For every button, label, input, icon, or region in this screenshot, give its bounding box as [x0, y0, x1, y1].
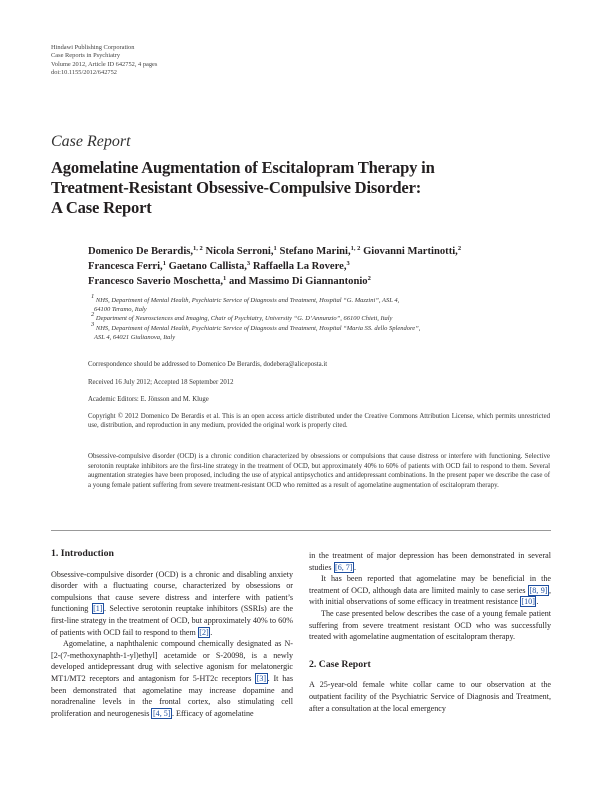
left-column — [51, 548, 293, 719]
paragraph: in the treatment of major depression has been demonstrated in several studies [6, 7] . — [309, 551, 551, 572]
section-heading: 2. Case Report — [309, 658, 371, 670]
author: Francesca Ferri, — [88, 261, 163, 272]
article-type: Case Report — [51, 133, 131, 150]
affiliation: $^2$ Department of Neurosciences and Imaging, Chair of Psychiatry, University “G. D’Annunzio”, 66100 Chieti, Italy — [91, 311, 393, 323]
title-line: A Case Report — [51, 198, 152, 217]
affiliations — [88, 293, 558, 342]
journal-name: Case Reports in Psychiatry — [51, 52, 121, 60]
publisher: Hindawi Publishing Corporation — [51, 44, 135, 51]
paragraph: A 25-year-old female white collar came to our observation at the outpatient facility of the Psychiatric Service of Diagnosis and Treatment, after a consultation at the local emergency — [309, 680, 551, 713]
citation-link[interactable]: [6, 7] — [335, 562, 353, 572]
title-line: Agomelatine Augmentation of Escitalopram Therapy in — [51, 158, 435, 177]
title-line: Treatment-Resistant Obsessive-Compulsive Disorder: — [51, 178, 422, 197]
copyright-notice: Copyright © 2012 Domenico De Berardis et al. This is an open access article distributed under the Creative Commons Attribution License, which permits unrestricted use, distribution, and reproduction in any medium, provided the original work is properly cited. — [88, 413, 550, 430]
citation-link[interactable]: [4, 5] — [152, 708, 171, 718]
author: and Massimo Di Giannantonio — [228, 276, 368, 287]
academic-editors: Academic Editors: E. Jönsson and M. Kluge — [88, 396, 209, 403]
paragraph: The case presented below describes the case of a young female patient suffering from severe treatment resistant OCD who was successfully treated with agomelatine augmentation of escitalopram therapy. — [309, 608, 551, 642]
paragraph: It has been reported that agomelatine may be beneficial in the treatment of OCD, although data are limited mainly to case series [8, 9] , with initial observations of some efficacy in treatment resistance [10] . — [309, 574, 551, 607]
author: Gaetano Callista, — [168, 261, 247, 272]
citation-link[interactable]: [2] — [199, 627, 209, 637]
doi: doi:10.1155/2012/642752 — [51, 68, 117, 76]
author-list: Domenico De Berardis,$^{1, 2}$ Nicola Serroni,$^1$ Stefano Marini,$^{1, 2}$ Giovanni Martinotti,$^2$ Francesca Ferri,$^1$ Gaetano Callista,$^3$ Raffaella La Rovere,$^3$ Francesco Saverio Moschetta,$^1$ and Massimo Di Giannantonio$^2$ — [88, 245, 462, 287]
author: Stefano Marini, — [279, 246, 351, 257]
abstract: Obsessive-compulsive disorder (OCD) is a chronic condition characterized by obsessions or compulsions that cause distress or interfere with functioning. Selective serotonin reuptake inhibitors are the first-line strategy in the treatment of OCD, but approximately 40% to 60% of patients with OCD fail to respond to them. Several augmentation strategies have been proposed, including the use of atypical antipsychotics and antidepressant combinations. In the present paper we describe the case of a young female patient suffering from severe treatment-resistant OCD who remitted as a result of agomelatine augmentation of escitalopram therapy. — [88, 453, 550, 489]
paragraph: Agomelatine, a naphthalenic compound chemically designated as N-[2-(7-methoxynaphth-1-yl)ethyl] acetamide or S-20098, is a newly developed antidepressant drug with selective agonism for melatonergic MT1/MT2 receptors and antagonism for 5-HT2c receptors [3] . It has been demonstrated that agomelatine may increase dopamine and noradrenaline levels in the frontal cortex, also stimulating cell proliferation and neurogenesis [4, 5] . Efficacy of agomelatine — [51, 639, 293, 718]
author: Giovanni Martinotti, — [363, 246, 458, 257]
affiliation: $^1$ NHS, Department of Mental Health, Psychiatric Service of Diagnosis and Treatment, Hospital “G. Mazzini”, ASL 4, 64100 Teramo, Italy — [91, 293, 400, 314]
paragraph: Obsessive-compulsive disorder (OCD) is a chronic and disabling anxiety disorder with a fluctuating course, characterized by obsessions or compulsions that cause severe distress and interfere with patient’s functioning [1] . Selective serotonin reuptake inhibitors (SSRIs) are the first-line strategy in the treatment of OCD, but approximately 40% to 60% of patients with OCD fail to respond to them [2] . — [51, 569, 293, 637]
author: Raffaella La Rovere, — [252, 261, 347, 272]
citation-link[interactable]: [3] — [256, 673, 267, 683]
section-heading: 1. Introduction — [51, 548, 114, 559]
citation-link[interactable]: [10] — [521, 597, 535, 607]
article-title — [51, 158, 531, 218]
volume-info: Volume 2012, Article ID 642752, 4 pages — [51, 60, 158, 68]
section-divider — [51, 530, 551, 531]
affiliation: $^3$ NHS, Department of Mental Health, Psychiatric Service of Diagnosis and Treatment, Hospital “Maria SS. dello Splendore”, ASL 4, 64021 Giulianova, Italy — [91, 320, 421, 341]
author: Nicola Serroni, — [205, 246, 274, 257]
author: Francesco Saverio Moschetta, — [88, 276, 224, 287]
citation-link[interactable]: [8, 9] — [529, 585, 548, 595]
correspondence: Correspondence should be addressed to Domenico De Berardis, dodebera@aliceposta.it — [88, 361, 328, 368]
journal-header — [51, 44, 157, 77]
author: Domenico De Berardis, — [88, 246, 194, 257]
received-dates: Received 16 July 2012; Accepted 18 September 2012 — [88, 379, 234, 386]
citation-link[interactable]: [1] — [93, 604, 103, 614]
right-column — [309, 550, 551, 714]
